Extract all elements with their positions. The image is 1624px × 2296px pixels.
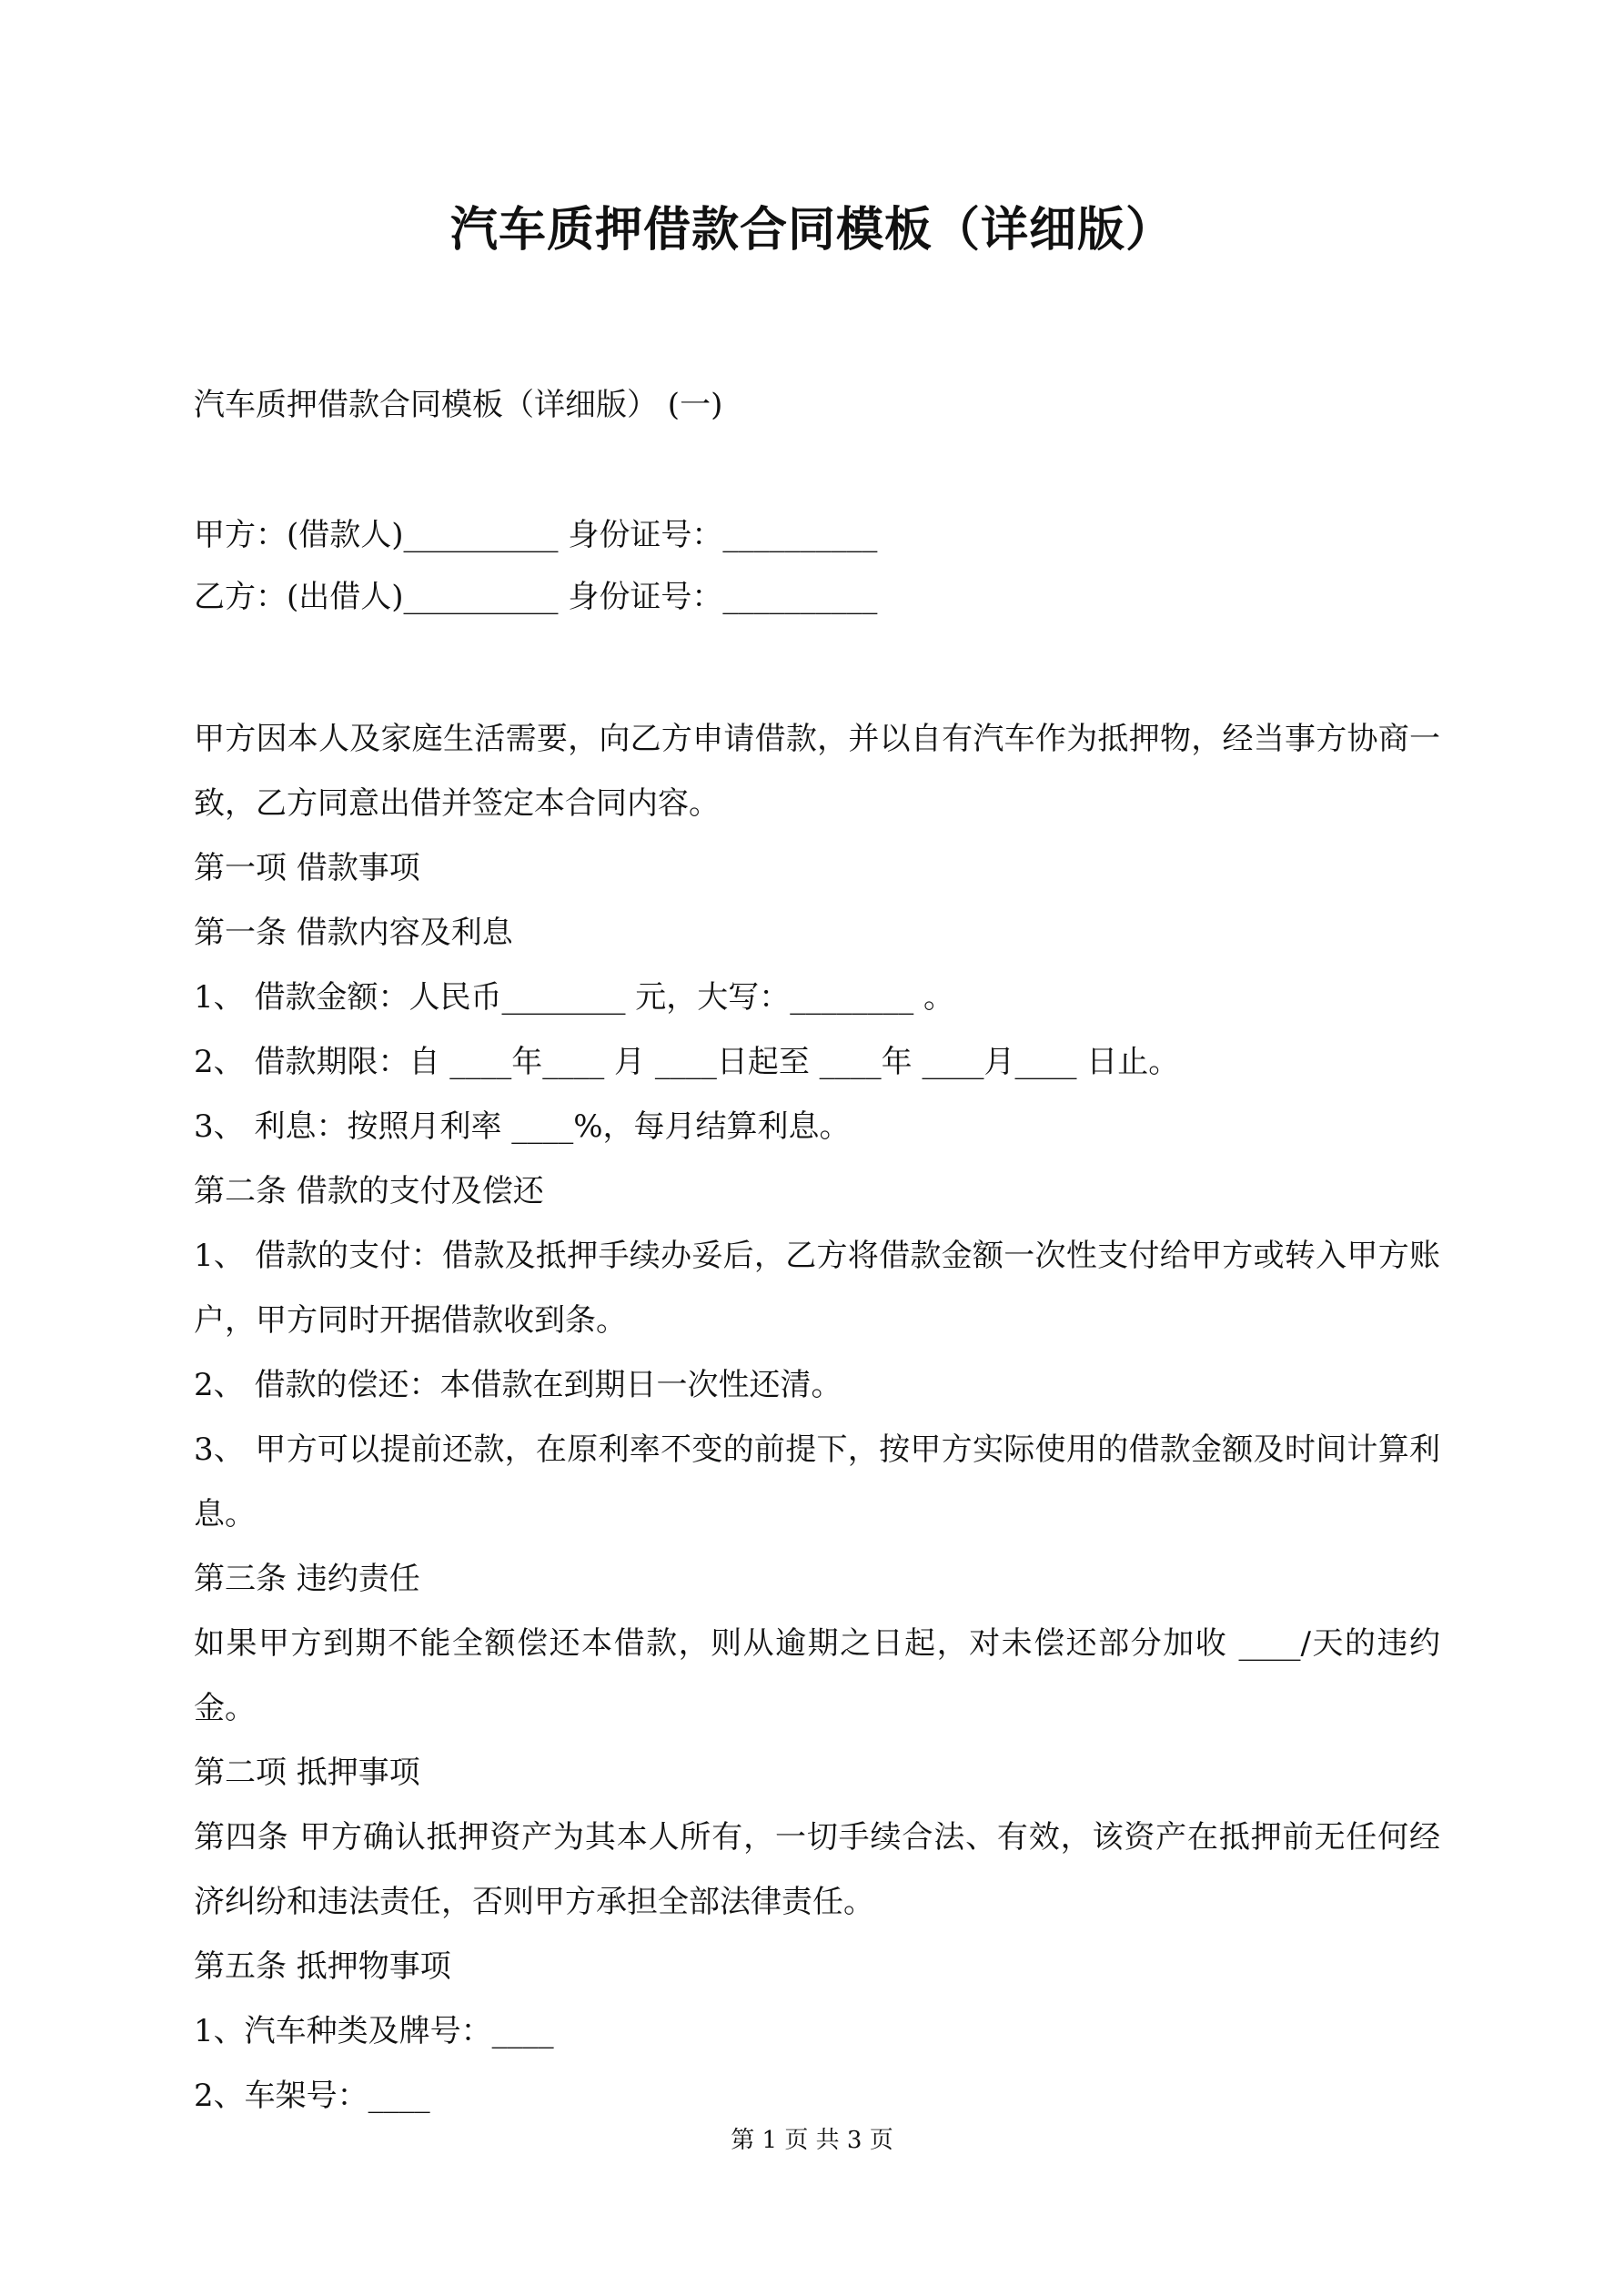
clause-loan-term: 2、 借款期限：自 ____年____ 月 ____日起至 ____年 ____月____ 日止。 bbox=[194, 1044, 1180, 1080]
section-heading-mortgage: 第二项 抵押事项 bbox=[194, 1755, 420, 1791]
document-subtitle: 汽车质押借款合同模板（详细版） (一) bbox=[194, 387, 723, 423]
clause-vehicle-type: 1、汽车种类及牌号：____ bbox=[194, 2013, 554, 2049]
article-1-heading: 第一条 借款内容及利息 bbox=[194, 915, 513, 951]
article-2-heading: 第二条 借款的支付及偿还 bbox=[194, 1173, 544, 1209]
parties-block bbox=[194, 512, 1440, 636]
document-title: 汽车质押借款合同模板（详细版） bbox=[449, 202, 1174, 258]
article-4-paragraph: 第四条 甲方确认抵押资产为其本人所有，一切手续合法、有效，该资产在抵押前无任何经济纠纷和违法责任，否则甲方承担全部法律责任。 bbox=[194, 1819, 1440, 1920]
clause-repayment: 2、 借款的偿还：本借款在到期日一次性还清。 bbox=[194, 1367, 842, 1403]
clause-payment: 1、 借款的支付：借款及抵押手续办妥后，乙方将借款金额一次性支付给甲方或转入甲方账户，甲方同时开据借款收到条。 bbox=[194, 1238, 1440, 1339]
clause-loan-amount: 1、 借款金额：人民币________ 元，大写：________ 。 bbox=[194, 979, 955, 1016]
party-a-line: 甲方：(借款人)__________ 身份证号：__________ bbox=[194, 517, 878, 553]
preamble-paragraph: 甲方因本人及家庭生活需要，向乙方申请借款，并以自有汽车作为抵押物，经当事方协商一致，乙方同意出借并签定本合同内容。 bbox=[194, 721, 1440, 822]
party-b-line: 乙方：(出借人)__________ 身份证号：__________ bbox=[194, 579, 878, 615]
article-5-heading: 第五条 抵押物事项 bbox=[194, 1948, 451, 1985]
clause-early-repayment: 3、 甲方可以提前还款，在原利率不变的前提下，按甲方实际使用的借款金额及时间计算利息。 bbox=[194, 1431, 1440, 1532]
contract-body bbox=[194, 707, 1440, 2129]
section-heading-loan: 第一项 借款事项 bbox=[194, 850, 420, 886]
clause-default: 如果甲方到期不能全额偿还本借款，则从逾期之日起，对未偿还部分加收 ____/天的违约金。 bbox=[194, 1625, 1440, 1726]
clause-frame-number: 2、车架号：____ bbox=[194, 2078, 430, 2114]
page-footer: 第 1 页 共 3 页 bbox=[731, 2127, 893, 2154]
clause-interest: 3、 利息：按照月利率 ____%，每月结算利息。 bbox=[194, 1108, 851, 1145]
article-3-heading: 第三条 违约责任 bbox=[194, 1561, 420, 1597]
